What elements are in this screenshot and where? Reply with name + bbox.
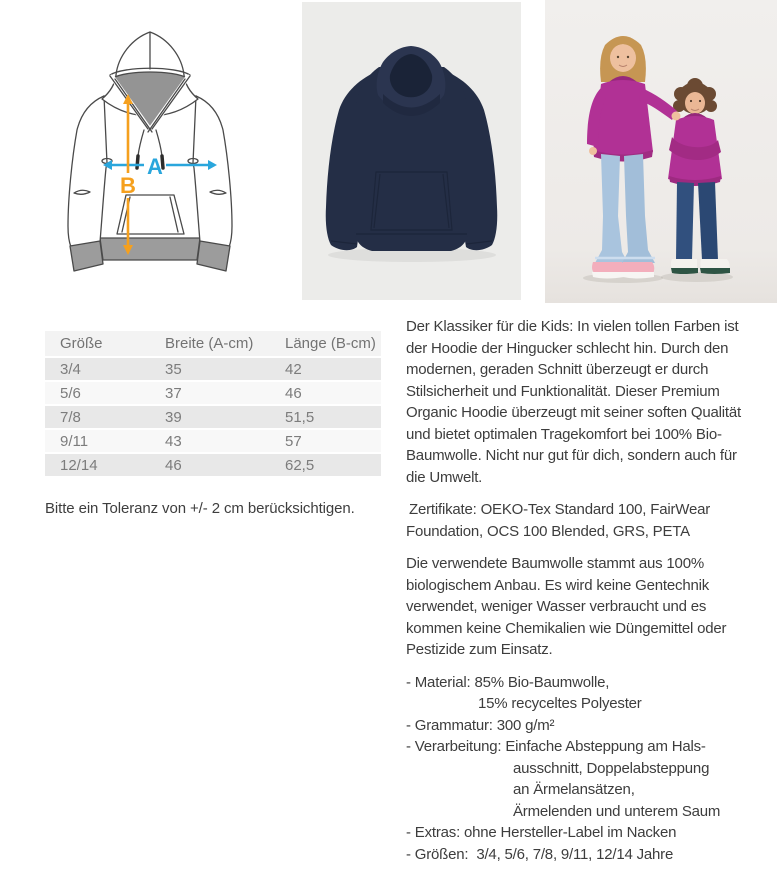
cell-laenge: 51,5 <box>270 405 381 429</box>
description-paragraph-intro: Der Klassiker für die Kids: In vielen tollen Farben ist der Hoodie der Hingucker schlecht hin. Durch den modernen, geraden Schnitt überzeugt er durch Stilsicherheit und Funktionalität. Dieser Premium Organic Hoodie überzeugt mit seiner soften Qualität und bietet optimalen Tragekomfort bei 100% Bio-Baumwolle. Nicht nur gut für dich, sondern auch für die Umwelt. <box>406 318 741 486</box>
spec-extras: - Extras: ohne Hersteller-Label im Nacken <box>406 824 677 841</box>
spec-material: - Material: 85% Bio-Baumwolle, <box>406 673 610 691</box>
spec-verarbeitung-cont: ausschnitt, Doppelabsteppung <box>513 759 710 777</box>
hoodie-line-art <box>60 30 240 275</box>
hoodie-left-sleeve <box>68 96 107 247</box>
size-table-block <box>45 331 381 478</box>
spec-list <box>406 672 759 866</box>
table-row <box>45 357 381 381</box>
table-row <box>45 381 381 405</box>
cell-breite: 37 <box>150 381 270 405</box>
cell-size: 5/6 <box>45 381 150 405</box>
hoodie-right-sleeve <box>193 96 232 247</box>
kid-left-hand <box>589 147 597 155</box>
product-photo-navy-hoodie <box>302 2 521 300</box>
measure-label-a: A <box>147 154 163 179</box>
model-photo-kids <box>545 0 777 303</box>
cell-laenge: 46 <box>270 381 381 405</box>
measure-label-b: B <box>120 173 136 198</box>
kids-models-image <box>545 0 777 303</box>
spec-material-cont: 15% recyceltes Polyester <box>478 695 642 712</box>
hoodie-hem-band <box>100 238 200 260</box>
table-row <box>45 429 381 453</box>
spec-groessen: - Größen: 3/4, 5/6, 7/8, 9/11, 12/14 Jahre <box>406 845 674 863</box>
description-paragraph-certificates: Zertifikate: OEKO-Tex Standard 100, FairWear Foundation, OCS 100 Blended, GRS, PETA <box>406 501 711 540</box>
col-header-laenge: Länge (B-cm) <box>270 331 381 357</box>
col-header-breite: Breite (A-cm) <box>150 331 270 357</box>
tolerance-note: Bitte ein Toleranz von +/- 2 cm berücksichtigen. <box>45 500 355 517</box>
kid-right-jeans-left-leg <box>676 182 694 260</box>
spec-verarbeitung-cont: Ärmelenden und unterem Saum <box>513 802 721 820</box>
hoodie-left-cuff <box>70 241 103 271</box>
size-measure-diagram <box>60 30 240 275</box>
cell-breite: 39 <box>150 405 270 429</box>
cell-breite: 46 <box>150 453 270 477</box>
navy-hoodie-image <box>302 2 521 300</box>
cell-laenge: 62,5 <box>270 453 381 477</box>
kid-left-face <box>610 44 636 72</box>
hoodie-right-cuff <box>197 241 230 271</box>
cell-laenge: 57 <box>270 429 381 453</box>
cell-size: 9/11 <box>45 429 150 453</box>
cell-size: 7/8 <box>45 405 150 429</box>
cell-size: 12/14 <box>45 453 150 477</box>
product-description <box>406 316 759 865</box>
table-row <box>45 453 381 477</box>
size-table <box>45 331 381 478</box>
kid-left-hand-on-shoulder <box>672 112 681 121</box>
cell-breite: 43 <box>150 429 270 453</box>
cell-laenge: 42 <box>270 357 381 381</box>
spec-verarbeitung: - Verarbeitung: Einfache Absteppung am Hals- <box>406 738 706 755</box>
cell-size: 3/4 <box>45 357 150 381</box>
col-header-groesse: Größe <box>45 331 150 357</box>
spec-grammatur: - Grammatur: 300 g/m² <box>406 716 555 734</box>
cell-breite: 35 <box>150 357 270 381</box>
size-table-header-row <box>45 331 381 357</box>
spec-verarbeitung-cont: an Ärmelansätzen, <box>513 781 635 798</box>
table-row <box>45 405 381 429</box>
description-paragraph-cotton: Die verwendete Baumwolle stammt aus 100% biologischem Anbau. Es wird keine Gentechnik verwendet, weniger Wasser verbraucht und es kommen keine Chemikalien wie Düngemittel oder Pestizide zum Einsatz. <box>406 555 727 658</box>
